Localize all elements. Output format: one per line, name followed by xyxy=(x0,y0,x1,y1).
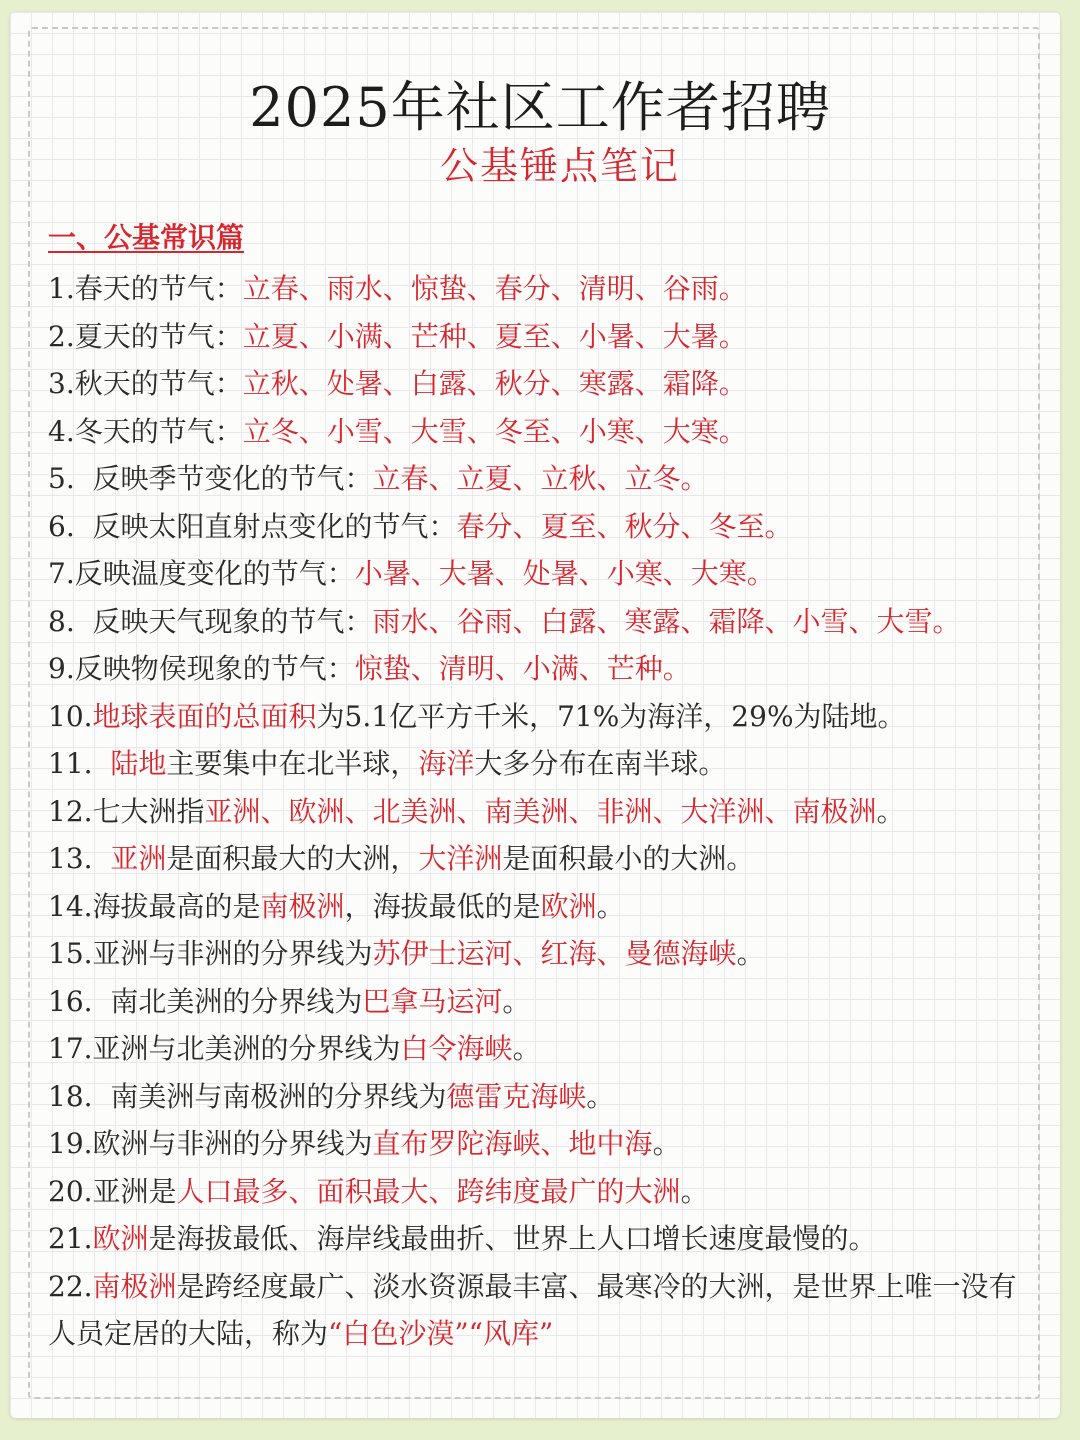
note-text: 七大洲指 xyxy=(92,794,205,828)
note-text: 是跨经度最广、淡水资源最丰富、最寒冷的大洲，是世界上唯一没有人员定居的大陆，称为 xyxy=(48,1269,1017,1350)
note-text: 反映温度变化的节气： xyxy=(74,557,355,590)
note-text: 欧洲与非洲的分界线为 xyxy=(92,1127,373,1160)
note-text: 。 xyxy=(876,794,905,828)
note-text: 海拔最高的是 xyxy=(92,889,261,923)
note-item xyxy=(48,313,1048,361)
note-text: 。 xyxy=(512,1032,541,1065)
note-text: 是面积最大的大洲， xyxy=(166,842,419,875)
note-number: 21. xyxy=(48,1222,93,1255)
note-number: 1. xyxy=(48,272,75,305)
notes-list xyxy=(48,265,1048,1358)
note-text: 亚洲是 xyxy=(92,1174,177,1208)
note-number: 17. xyxy=(48,1032,93,1065)
note-text: 春天的节气： xyxy=(74,272,243,305)
note-item xyxy=(48,883,1048,931)
page-title: 2025年社区工作者招聘 xyxy=(249,76,831,139)
note-text: 。 xyxy=(652,1127,681,1160)
note-number: 14. xyxy=(48,889,93,923)
note-text: 冬天的节气： xyxy=(74,414,243,448)
note-highlight: 立冬、小雪、大雪、冬至、小寒、大寒。 xyxy=(242,414,747,448)
note-text: 夏天的节气： xyxy=(74,319,243,353)
note-item xyxy=(48,1215,1048,1263)
note-highlight: 立秋、处暑、白露、秋分、寒露、霜降。 xyxy=(242,367,747,400)
note-number: 5. xyxy=(48,462,75,495)
note-number: 15. xyxy=(48,937,93,970)
section-heading: 一、公基常识篇 xyxy=(48,221,245,254)
note-item xyxy=(48,693,1048,741)
note-number: 19. xyxy=(48,1127,93,1160)
note-highlight: 欧洲 xyxy=(540,889,597,923)
note-text: 反映物侯现象的节气： xyxy=(74,652,355,685)
note-number: 20. xyxy=(48,1174,93,1208)
note-text: 反映天气现象的节气： xyxy=(74,604,373,638)
note-item xyxy=(48,1168,1048,1216)
note-number: 4. xyxy=(48,414,75,448)
note-text xyxy=(93,842,111,875)
note-item xyxy=(48,788,1048,836)
note-item xyxy=(48,1073,1048,1121)
note-text: 是面积最小的大洲。 xyxy=(502,842,755,875)
note-item xyxy=(48,835,1048,883)
note-highlight: 立夏、小满、芒种、夏至、小暑、大暑。 xyxy=(242,319,747,353)
note-text: 反映季节变化的节气： xyxy=(74,462,373,495)
note-item xyxy=(48,1263,1038,1358)
note-highlight: 立春、立夏、立秋、立冬。 xyxy=(372,462,709,495)
note-highlight: 海洋 xyxy=(418,747,475,780)
note-text: 。 xyxy=(736,937,765,970)
note-text: 。 xyxy=(502,984,531,1018)
note-highlight: 春分、夏至、秋分、冬至。 xyxy=(456,509,793,543)
note-number: 22. xyxy=(48,1269,93,1303)
note-highlight: “白色沙漠”“风库” xyxy=(328,1317,554,1350)
note-item xyxy=(48,930,1048,978)
note-highlight: 小暑、大暑、处暑、小寒、大寒。 xyxy=(354,557,775,590)
note-highlight: 德雷克海峡 xyxy=(446,1079,587,1113)
note-item xyxy=(48,360,1048,408)
note-item xyxy=(48,1025,1048,1073)
note-highlight: 南极洲 xyxy=(260,889,345,923)
note-text: 。 xyxy=(680,1174,709,1208)
note-number: 11. xyxy=(48,747,93,780)
note-text xyxy=(93,747,111,780)
note-number: 8. xyxy=(48,604,75,638)
note-text: 亚洲与非洲的分界线为 xyxy=(92,937,373,970)
note-text: 亚洲与北美洲的分界线为 xyxy=(92,1032,401,1065)
page-subtitle: 公基锤点笔记 xyxy=(439,144,680,188)
note-text: 反映太阳直射点变化的节气： xyxy=(74,509,457,543)
note-number: 18. xyxy=(48,1079,93,1113)
note-item xyxy=(48,740,1048,788)
note-highlight: 亚洲 xyxy=(110,842,167,875)
note-item xyxy=(48,1120,1048,1168)
note-item xyxy=(48,265,1048,313)
note-highlight: 亚洲、欧洲、北美洲、南美洲、非洲、大洋洲、南极洲 xyxy=(204,794,877,828)
note-highlight: 苏伊士运河、红海、曼德海峡 xyxy=(372,937,737,970)
note-highlight: 惊蛰、清明、小满、芒种。 xyxy=(354,652,691,685)
note-number: 9. xyxy=(48,652,75,685)
note-text: 。 xyxy=(596,889,625,923)
note-item xyxy=(48,503,1048,551)
note-number: 6. xyxy=(48,509,75,543)
note-text: 秋天的节气： xyxy=(74,367,243,400)
note-number: 10. xyxy=(48,699,93,733)
note-highlight: 大洋洲 xyxy=(418,842,503,875)
note-highlight: 雨水、谷雨、白露、寒露、霜降、小雪、大雪。 xyxy=(372,604,961,638)
note-text: ，海拔最低的是 xyxy=(344,889,541,923)
note-item xyxy=(48,550,1048,598)
note-number: 2. xyxy=(48,319,75,353)
note-highlight: 巴拿马运河 xyxy=(362,984,503,1018)
note-text: 南北美洲的分界线为 xyxy=(92,984,363,1018)
note-text: 是海拔最低、海岸线最曲折、世界上人口增长速度最慢的。 xyxy=(148,1222,877,1255)
note-item xyxy=(48,408,1048,456)
note-number: 12. xyxy=(48,794,93,828)
note-text: 南美洲与南极洲的分界线为 xyxy=(92,1079,447,1113)
note-highlight: 陆地 xyxy=(110,747,167,780)
note-highlight: 直布罗陀海峡、地中海 xyxy=(372,1127,653,1160)
note-number: 16. xyxy=(48,984,93,1018)
note-item xyxy=(48,455,1048,503)
note-text: 主要集中在北半球， xyxy=(166,747,419,780)
note-number: 13. xyxy=(48,842,93,875)
note-number: 3. xyxy=(48,367,75,400)
note-text: 。 xyxy=(586,1079,615,1113)
note-highlight: 欧洲 xyxy=(92,1222,149,1255)
note-highlight: 人口最多、面积最大、跨纬度最广的大洲 xyxy=(176,1174,681,1208)
note-highlight: 南极洲 xyxy=(92,1269,177,1303)
note-item xyxy=(48,645,1048,693)
note-item xyxy=(48,978,1048,1026)
note-text: 大多分布在南半球。 xyxy=(474,747,727,780)
note-highlight: 立春、雨水、惊蛰、春分、清明、谷雨。 xyxy=(242,272,747,305)
note-highlight: 地球表面的总面积 xyxy=(92,699,317,733)
note-text: 为5.1亿平方千米，71%为海洋，29%为陆地。 xyxy=(316,699,906,733)
note-number: 7. xyxy=(48,557,75,590)
note-item xyxy=(48,598,1048,646)
note-highlight: 白令海峡 xyxy=(400,1032,513,1065)
